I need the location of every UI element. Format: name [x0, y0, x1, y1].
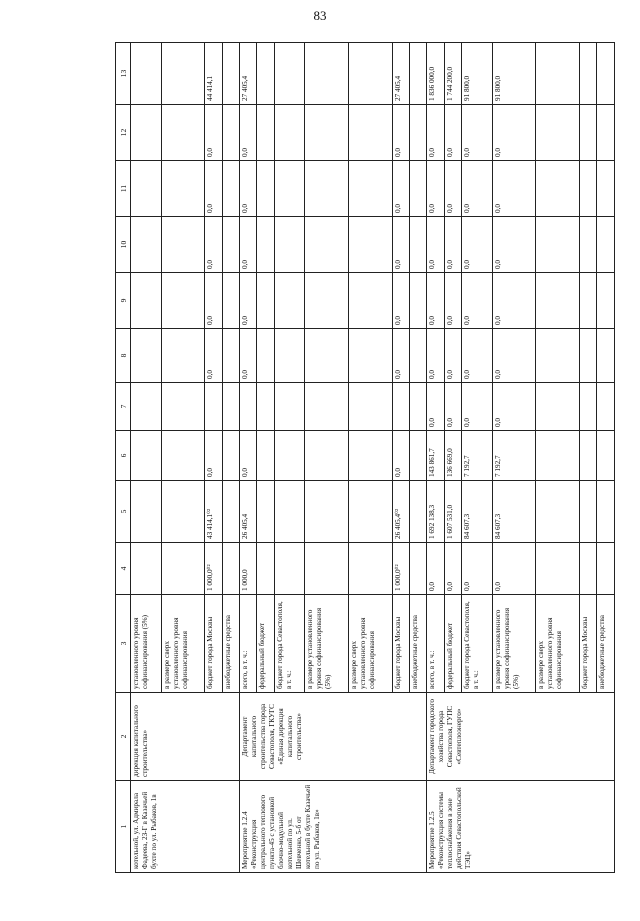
- value-cell: 136 669,0: [444, 431, 461, 481]
- value-cell: [239, 383, 256, 431]
- value-cell: 0,0: [492, 217, 536, 273]
- source-label: бюджет города Москвы: [392, 595, 409, 693]
- col-header: 11: [116, 161, 131, 217]
- value-cell: 43 414,1⁰²: [205, 481, 222, 543]
- value-cell: 0,0: [462, 217, 493, 273]
- value-cell: 26 405,4: [239, 481, 256, 543]
- page-number: 83: [313, 8, 327, 23]
- col-header: 10: [116, 217, 131, 273]
- value-cell: 0,0: [392, 273, 409, 329]
- value-cell: 0,0: [444, 543, 461, 595]
- table-row: [427, 43, 444, 873]
- value-cell: 0,0: [205, 329, 222, 383]
- value-cell: 0,0: [427, 105, 444, 161]
- executor: Департамент капитального строительства города Севастополя, ГКУГС «Единая дирекция капитального строительства»: [239, 693, 426, 781]
- value-cell: 1 000,0: [239, 543, 256, 595]
- value-cell: 0,0: [462, 105, 493, 161]
- value-cell: 1 000,0⁰²: [392, 543, 409, 595]
- value-cell: 0,0: [392, 431, 409, 481]
- measure-name: котельной, ул. Адмирала Фадеева, 23-Г в Казачьей бухте по ул. Рыбаков, 1в: [131, 781, 240, 873]
- value-cell: 7 192,7: [492, 431, 536, 481]
- source-label: в размере сверх установленного уровня софинансирования: [161, 595, 205, 693]
- value-cell: 0,0: [462, 543, 493, 595]
- value-cell: [392, 383, 409, 431]
- value-cell: 0,0: [462, 383, 493, 431]
- table-row: [131, 43, 162, 873]
- source-label: федеральный бюджет: [257, 595, 274, 693]
- source-label: бюджет города Севастополя, в т. ч.:: [274, 595, 305, 693]
- value-cell: 0,0: [462, 273, 493, 329]
- value-cell: 1 836 000,0: [427, 43, 444, 105]
- value-cell: 143 861,7: [427, 431, 444, 481]
- value-cell: 0,0: [205, 273, 222, 329]
- value-cell: 0,0: [239, 329, 256, 383]
- value-cell: 0,0: [492, 273, 536, 329]
- value-cell: 0,0: [392, 161, 409, 217]
- source-label: федеральный бюджет: [444, 595, 461, 693]
- source-label: в размере установленного уровня софинансирования (5%): [305, 595, 349, 693]
- value-cell: [205, 383, 222, 431]
- value-cell: 0,0: [205, 161, 222, 217]
- col-header: 3: [116, 595, 131, 693]
- value-cell: 26 405,4⁰²: [392, 481, 409, 543]
- col-header: 13: [116, 43, 131, 105]
- value-cell: 0,0: [492, 105, 536, 161]
- source-label: всего, в т. ч.:: [427, 595, 444, 693]
- executor: Департамент городского хозяйства города Севастополя, ГУПС «Севтеплоэнерго»: [427, 693, 615, 781]
- value-cell: 1 692 138,3: [427, 481, 444, 543]
- value-cell: 27 405,4: [392, 43, 409, 105]
- value-cell: 0,0: [239, 161, 256, 217]
- col-header: 8: [116, 329, 131, 383]
- value-cell: 0,0: [239, 217, 256, 273]
- source-label: всего, в т. ч.:: [239, 595, 256, 693]
- value-cell: 0,0: [427, 273, 444, 329]
- col-header: 9: [116, 273, 131, 329]
- value-cell: 0,0: [444, 161, 461, 217]
- source-label: в размере установленного уровня софинансирования (5%): [492, 595, 536, 693]
- value-cell: 0,0: [492, 383, 536, 431]
- value-cell: 0,0: [239, 431, 256, 481]
- col-header: 4: [116, 543, 131, 595]
- table-row: [239, 43, 256, 873]
- source-label: внебюджетные средства: [222, 595, 239, 693]
- value-cell: 27 405,4: [239, 43, 256, 105]
- value-cell: 91 800,0: [462, 43, 493, 105]
- value-cell: 0,0: [444, 329, 461, 383]
- value-cell: 0,0: [205, 431, 222, 481]
- rotated-table-wrapper: [115, 43, 615, 873]
- value-cell: 0,0: [492, 543, 536, 595]
- value-cell: 0,0: [427, 329, 444, 383]
- value-cell: 0,0: [392, 329, 409, 383]
- value-cell: 0,0: [444, 105, 461, 161]
- source-label: бюджет города Москвы: [205, 595, 222, 693]
- value-cell: 0,0: [492, 329, 536, 383]
- col-header: 12: [116, 105, 131, 161]
- source-label: бюджет города Москвы: [580, 595, 597, 693]
- col-header: 6: [116, 431, 131, 481]
- value-cell: 0,0: [444, 383, 461, 431]
- value-cell: 0,0: [205, 105, 222, 161]
- source-label: в размере сверх установленного уровня софинансирования: [348, 595, 392, 693]
- column-number-row: [116, 43, 131, 873]
- value-cell: 0,0: [239, 273, 256, 329]
- source-label: внебюджетные средства: [410, 595, 427, 693]
- col-header: 7: [116, 383, 131, 431]
- source-label: бюджет города Севастополя, в т. ч.:: [462, 595, 493, 693]
- value-cell: 0,0: [205, 217, 222, 273]
- col-header: 1: [116, 781, 131, 873]
- col-header: 5: [116, 481, 131, 543]
- source-label: в размере сверх установленного уровня софинансирования: [536, 595, 580, 693]
- value-cell: 1 607 531,0: [444, 481, 461, 543]
- value-cell: 1 744 200,0: [444, 43, 461, 105]
- value-cell: 0,0: [427, 161, 444, 217]
- value-cell: 0,0: [492, 161, 536, 217]
- value-cell: 0,0: [239, 105, 256, 161]
- value-cell: 0,0: [427, 217, 444, 273]
- value-cell: 0,0: [427, 383, 444, 431]
- value-cell: 0,0: [462, 329, 493, 383]
- value-cell: 0,0: [392, 105, 409, 161]
- value-cell: 1 000,0⁰²: [205, 543, 222, 595]
- source-label: внебюджетные средства: [597, 595, 615, 693]
- value-cell: 84 607,3: [492, 481, 536, 543]
- executor: дирекция капитального строительства»: [131, 693, 240, 781]
- value-cell: 7 192,7: [462, 431, 493, 481]
- value-cell: 91 800,0: [492, 43, 536, 105]
- value-cell: 44 414,1: [205, 43, 222, 105]
- value-cell: 0,0: [444, 217, 461, 273]
- value-cell: 0,0: [462, 161, 493, 217]
- value-cell: 0,0: [444, 273, 461, 329]
- measure-name: Мероприятие 1.2.5 «Реконструкция системы теплоснабжения в зоне действия Севастопольской ТЭЦ»: [427, 781, 615, 873]
- value-cell: 0,0: [392, 217, 409, 273]
- budget-table: [115, 42, 615, 873]
- col-header: 2: [116, 693, 131, 781]
- value-cell: 0,0: [427, 543, 444, 595]
- source-label: установленного уровня софинансирования (5%): [131, 595, 162, 693]
- value-cell: 84 607,3: [462, 481, 493, 543]
- measure-name: Мероприятие 1.2.4 «Реконструкция центрального теплового пункта-45 с установкой блочно-модульной котельной по ул. Шевченко, 5-б от котельной в бухте Казачьей по ул. Рыбаков, 1в»: [239, 781, 426, 873]
